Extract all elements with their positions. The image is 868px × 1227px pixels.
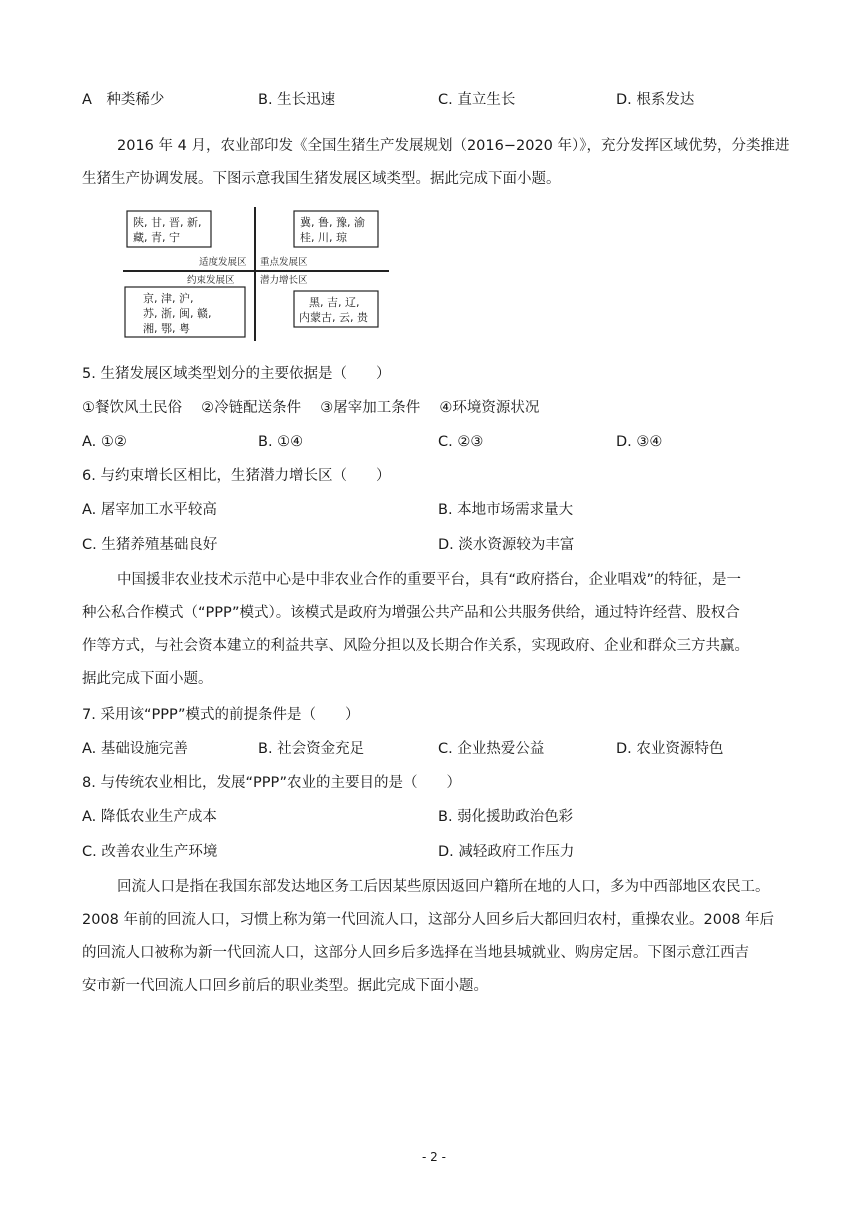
region-bottom-left-line3: 湘, 鄂, 粤 bbox=[143, 322, 190, 335]
passage-line: 2016 年 4 月，农业部印发《全国生猪生产发展规划（2016−2020 年）》，充分发挥区域优势，分类推进 bbox=[117, 138, 790, 154]
label-moderate-development: 适度发展区 bbox=[199, 257, 247, 268]
q7-stem: 7. 采用该“PPP”模式的前提条件是（ ） bbox=[82, 707, 360, 723]
region-bottom-left-line2: 苏, 浙, 闽, 赣, bbox=[143, 307, 212, 320]
q4-option-b: B. 生长迅速 bbox=[258, 92, 336, 108]
q5-option-a: A. ①② bbox=[82, 434, 127, 450]
label-constrained-development: 约束发展区 bbox=[187, 275, 235, 286]
q5-option-b: B. ①④ bbox=[258, 434, 304, 450]
q6-option-b: B. 本地市场需求量大 bbox=[438, 502, 574, 518]
passage-line: 作等方式，与社会资本建立的利益共享、风险分担以及长期合作关系，实现政府、企业和群众三方共赢。 bbox=[82, 638, 749, 654]
region-bottom-right-line1: 黑, 吉, 辽, bbox=[309, 296, 360, 309]
q6-option-a: A. 屠宰加工水平较高 bbox=[82, 502, 217, 518]
q8-option-c: C. 改善农业生产环境 bbox=[82, 844, 218, 860]
passage-line: 中国援非农业技术示范中心是中非农业合作的重要平台，具有“政府搭台，企业唱戏”的特征，是一 bbox=[117, 572, 742, 588]
q6-option-d: D. 淡水资源较为丰富 bbox=[438, 537, 575, 553]
passage-line: 据此完成下面小题。 bbox=[82, 671, 213, 687]
q5-stem: 5. 生猪发展区域类型划分的主要依据是（ ） bbox=[82, 366, 391, 382]
region-bottom-left-line1: 京, 津, 沪, bbox=[143, 292, 194, 305]
region-top-left-line1: 陕, 甘, 晋, 新, bbox=[133, 216, 202, 229]
passage-line: 安市新一代回流人口回乡前后的职业类型。据此完成下面小题。 bbox=[82, 978, 488, 994]
passage-pig-planning bbox=[82, 130, 790, 196]
q7-option-b: B. 社会资金充足 bbox=[258, 741, 365, 757]
passage-line: 种公私合作模式（“PPP”模式）。该模式是政府为增强公共产品和公共服务供给，通过特许经营、股权合 bbox=[82, 605, 740, 621]
passage-line: 2008 年前的回流人口，习惯上称为第一代回流人口，这部分人回乡后大都回归农村，重操农业。2008 年后 bbox=[82, 912, 775, 928]
region-top-left-line2: 藏, 青, 宁 bbox=[133, 231, 180, 244]
q4-option-d: D. 根系发达 bbox=[616, 92, 695, 108]
label-potential-growth: 潜力增长区 bbox=[260, 275, 308, 286]
q7-option-d: D. 农业资源特色 bbox=[616, 741, 724, 757]
q5-option-d: D. ③④ bbox=[616, 434, 663, 450]
q6-stem: 6. 与约束增长区相比，生猪潜力增长区（ ） bbox=[82, 468, 391, 484]
pig-region-diagram-svg bbox=[123, 207, 389, 341]
q4-option-a: A 种类稀少 bbox=[82, 92, 165, 108]
q5-items: ①餐饮风土民俗 ②冷链配送条件 ③屠宰加工条件 ④环境资源状况 bbox=[82, 400, 540, 416]
q8-option-a: A. 降低农业生产成本 bbox=[82, 809, 217, 825]
q8-stem: 8. 与传统农业相比，发展“PPP”农业的主要目的是（ ） bbox=[82, 775, 461, 791]
q6-option-c: C. 生猪养殖基础良好 bbox=[82, 537, 218, 553]
passage-ppp-model bbox=[82, 564, 749, 696]
q8-option-b: B. 弱化援助政治色彩 bbox=[438, 809, 574, 825]
passage-return-migrants bbox=[82, 871, 774, 1003]
q7-option-c: C. 企业热爱公益 bbox=[438, 741, 545, 757]
passage-line: 生猪生产协调发展。下图示意我国生猪发展区域类型。据此完成下面小题。 bbox=[82, 171, 561, 187]
passage-line: 回流人口是指在我国东部发达地区务工后因某些原因返回户籍所在地的人口，多为中西部地区农民工。 bbox=[117, 879, 770, 895]
q4-option-c: C. 直立生长 bbox=[438, 92, 516, 108]
q5-option-c: C. ②③ bbox=[438, 434, 484, 450]
pig-region-diagram bbox=[123, 207, 389, 341]
q7-option-a: A. 基础设施完善 bbox=[82, 741, 188, 757]
q8-option-d: D. 减轻政府工作压力 bbox=[438, 844, 575, 860]
label-key-development: 重点发展区 bbox=[260, 257, 308, 268]
region-bottom-right-line2: 内蒙古, 云, 贵 bbox=[299, 311, 368, 324]
region-top-right-line2: 桂, 川, 琼 bbox=[300, 231, 347, 244]
region-top-right-line1: 冀, 鲁, 豫, 渝 bbox=[300, 216, 365, 229]
page-number: - 2 - bbox=[422, 1150, 446, 1164]
passage-line: 的回流人口被称为新一代回流人口，这部分人回乡后多选择在当地县城就业、购房定居。下图示意江西吉 bbox=[82, 945, 749, 961]
